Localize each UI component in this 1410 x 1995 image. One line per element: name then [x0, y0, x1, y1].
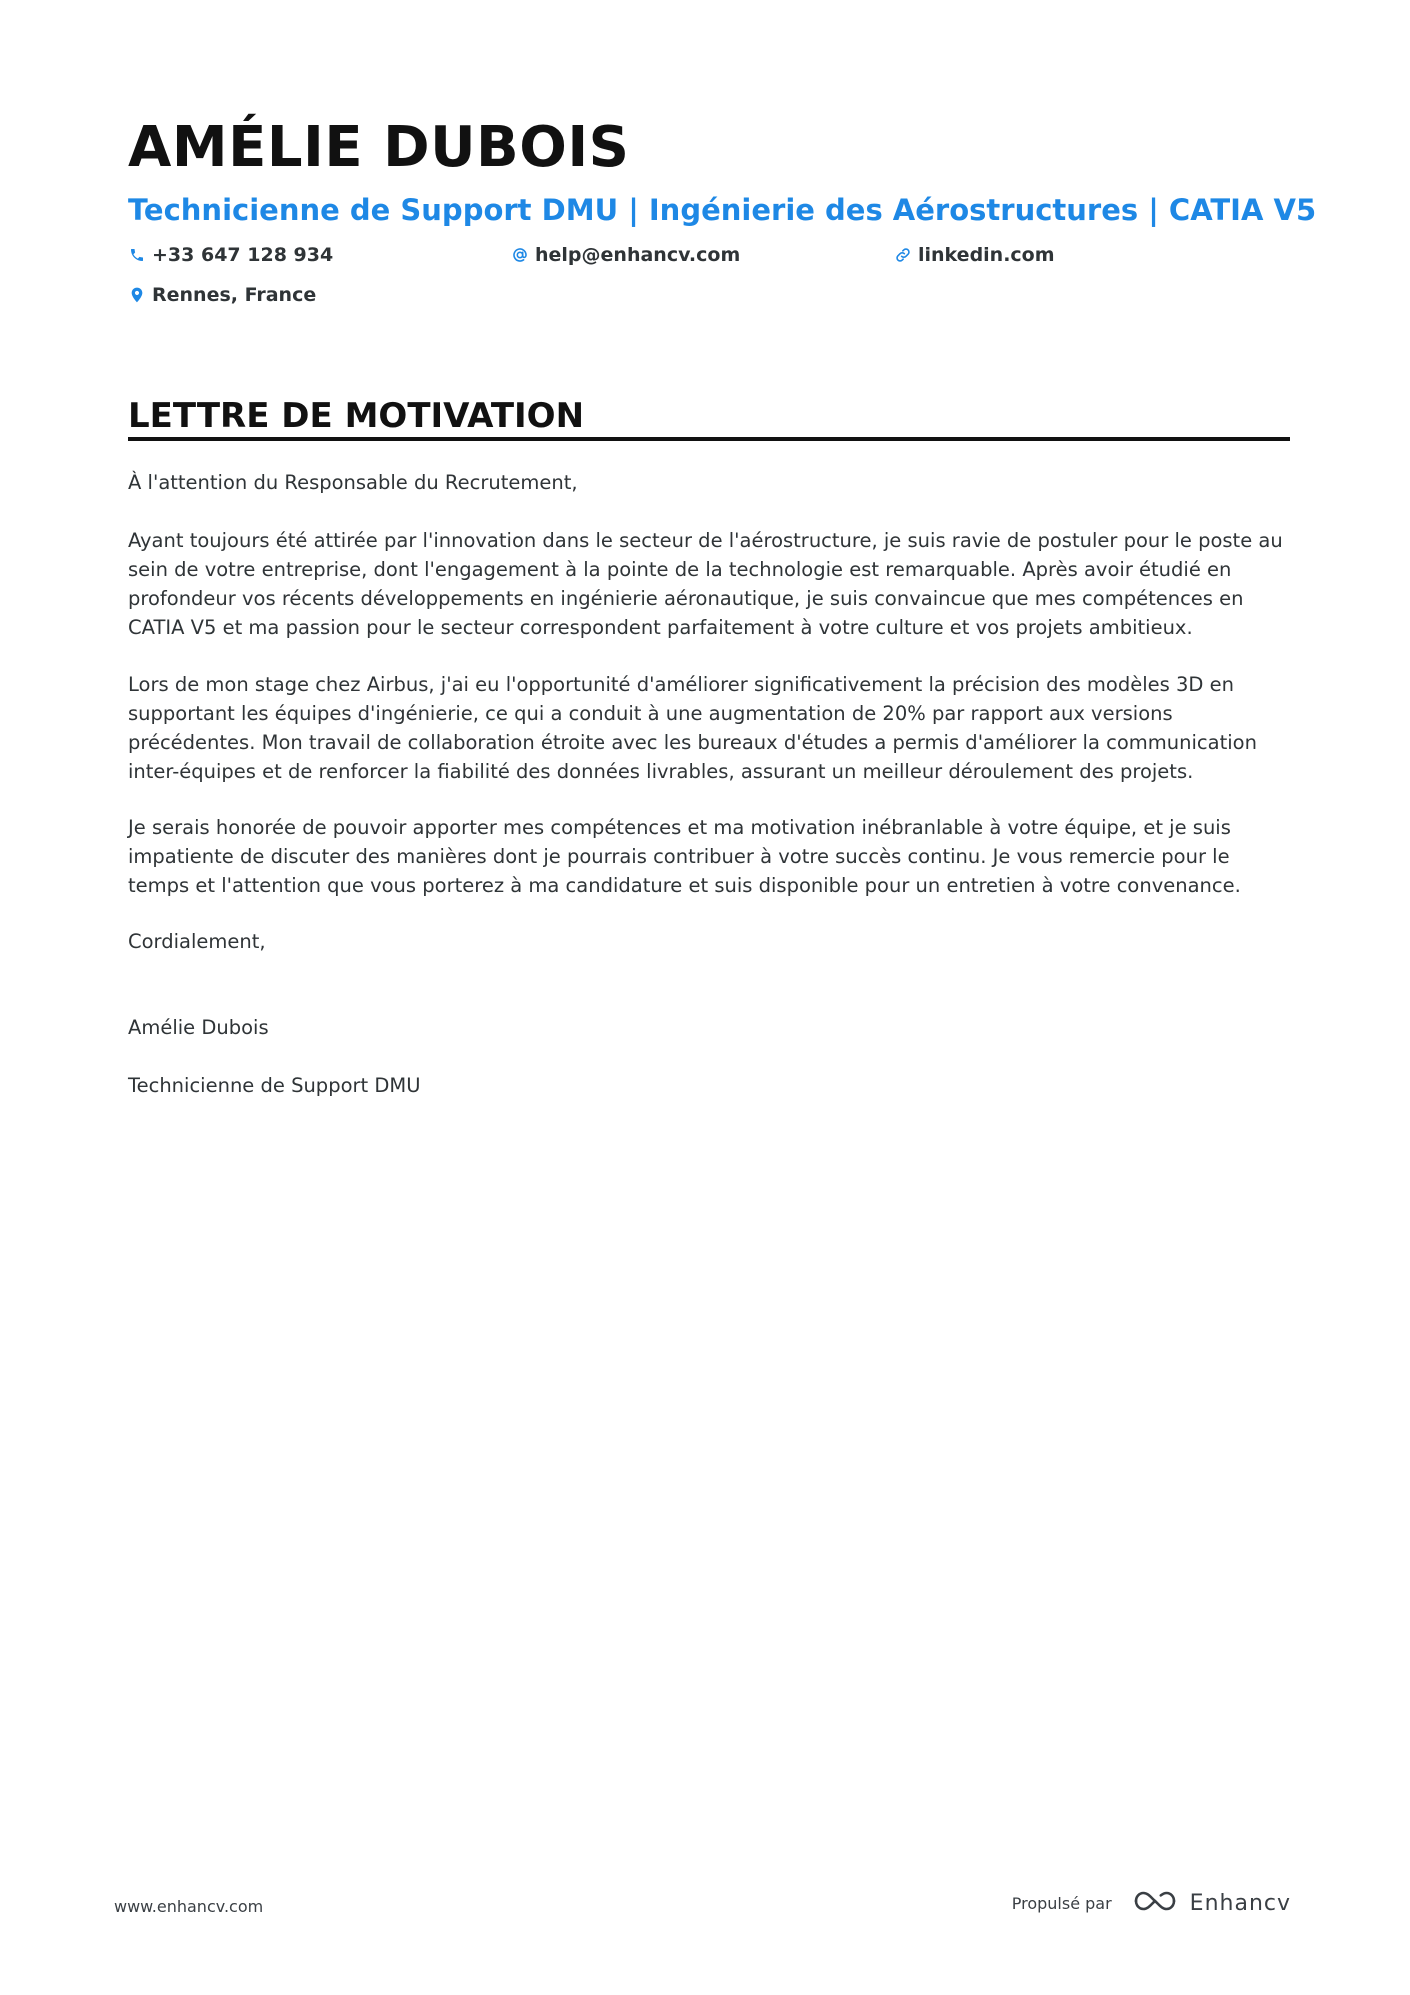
contact-phone-text: +33 647 128 934 [152, 244, 334, 266]
contact-location-text: Rennes, France [152, 284, 317, 306]
footer-powered-by: Propulsé par [1011, 1893, 1112, 1913]
contact-location [128, 281, 316, 309]
signature-role: Technicienne de Support DMU [128, 1074, 421, 1097]
link-icon [894, 246, 912, 264]
contact-email [511, 241, 740, 269]
section-divider [128, 437, 1290, 441]
footer-branding [1012, 1888, 1291, 1919]
contact-email-text[interactable]: help@enhancv.com [535, 244, 741, 266]
enhancv-logo-icon [1132, 1888, 1178, 1919]
map-pin-icon [128, 286, 146, 304]
contact-link-text[interactable]: linkedin.com [918, 244, 1055, 266]
section-title: LETTRE DE MOTIVATION [128, 396, 585, 436]
phone-icon [128, 246, 146, 264]
letter-closing: Cordialement, [128, 930, 266, 953]
contact-phone [128, 241, 333, 269]
at-icon [511, 246, 529, 264]
letter-salutation: À l'attention du Responsable du Recrutement, [128, 471, 578, 494]
letter-paragraph-1: Ayant toujours été attirée par l'innovation dans le secteur de l'aérostructure, je suis ravie de postuler pour le poste au sein de votre entreprise, dont l'engagement à la pointe de la technologie est remarquable. Après avoir étudié en profondeur vos récents développements en ingénierie aéronautique, je suis convaincue que mes compétences en CATIA V5 et ma passion pour le secteur correspondent parfaitement à votre culture et vos projets ambitieux. [128, 529, 1283, 639]
applicant-name: AMÉLIE DUBOIS [128, 115, 630, 180]
signature-name: Amélie Dubois [128, 1016, 269, 1039]
contact-link [894, 241, 1055, 269]
letter-paragraph-3: Je serais honorée de pouvoir apporter mes compétences et ma motivation inébranlable à votre équipe, et je suis impatiente de discuter des manières dont je pourrais contribuer à votre succès continu. Je vous remercie pour le temps et l'attention que vous porterez à ma candidature et suis disponible pour un entretien à votre convenance. [128, 816, 1241, 897]
footer-website[interactable]: www.enhancv.com [114, 1897, 264, 1916]
letter-paragraph-2: Lors de mon stage chez Airbus, j'ai eu l'opportunité d'améliorer significativement la précision des modèles 3D en supportant les équipes d'ingénierie, ce qui a conduit à une augmentation de 20% par rapport aux versions précédentes. Mon travail de collaboration étroite avec les bureaux d'études a permis d'améliorer la communication inter-équipes et de renforcer la fiabilité des données livrables, assurant un meilleur déroulement des projets. [128, 673, 1257, 783]
brand-logo[interactable] [1132, 1888, 1291, 1919]
applicant-subtitle: Technicienne de Support DMU | Ingénierie des Aérostructures | CATIA V5 [128, 193, 1317, 227]
brand-name: Enhancv [1189, 1890, 1291, 1916]
